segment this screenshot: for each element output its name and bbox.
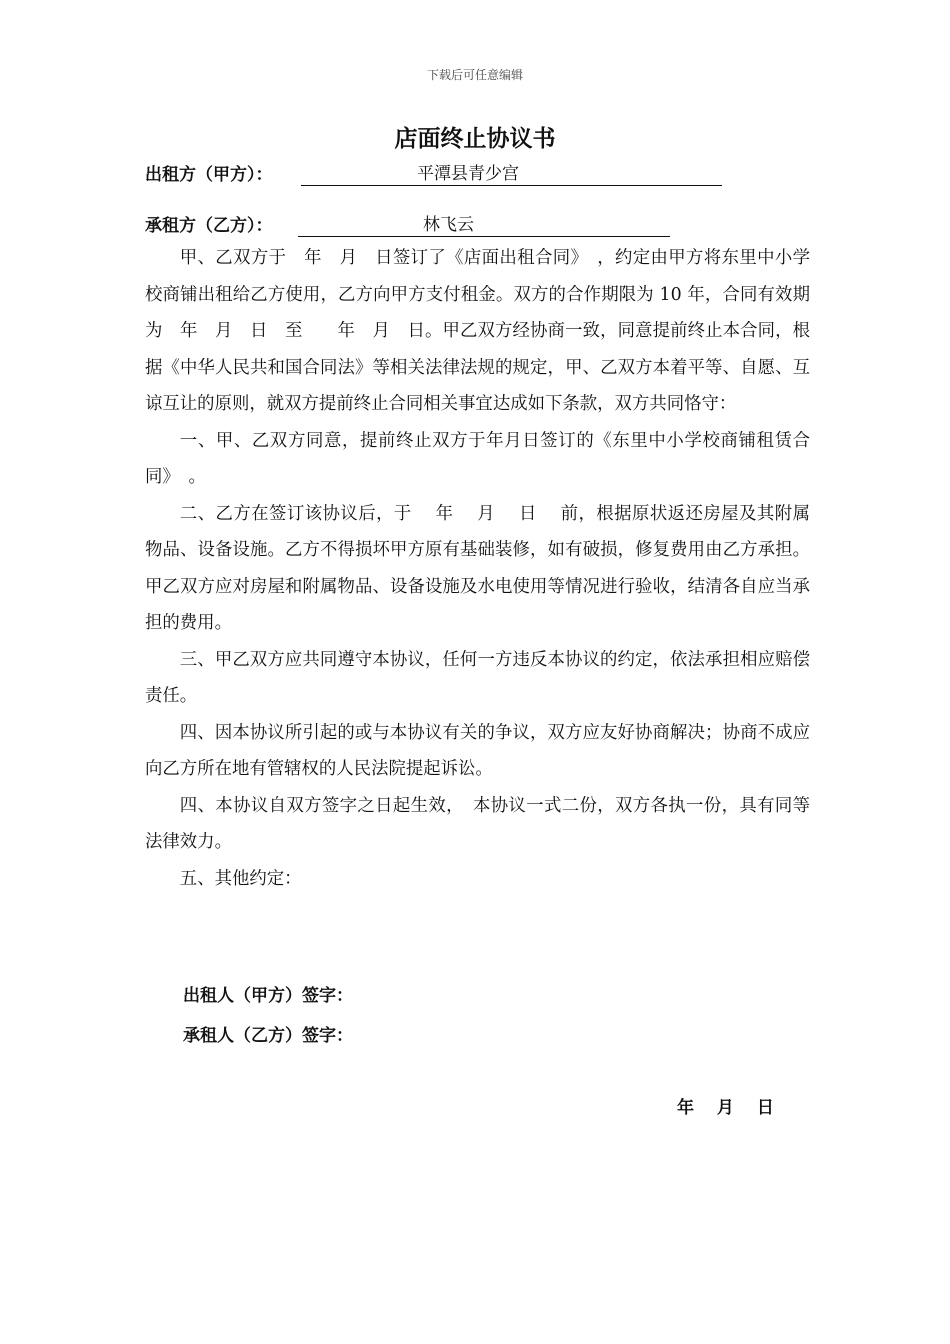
clause-4b: 四、本协议自双方签字之日起生效， 本协议一式二份，双方各执一份，具有同等法律效力。	[145, 795, 810, 852]
lessee-signature-label: 承租人（乙方）签字：	[183, 1026, 353, 1046]
clause-2: 二、乙方在签订该协议后，于 年 月 日 前，根据原状返还房屋及其附属物品、设备设施。乙方不得损坏甲方原有基础装修，如有破损，修复费用由乙方承担。甲乙双方应对房屋和附属物品、设备设施及水电使用等情况进行验收，结清各自应当承担的费用。	[145, 503, 810, 633]
date-line: 年 月 日	[677, 1098, 774, 1118]
header-note: 下载后可任意编辑	[426, 68, 523, 82]
lessee-name-field	[298, 213, 670, 237]
clause-3: 三、甲乙双方应共同遵守本协议，任何一方违反本协议的约定，依法承担相应赔偿责任。	[145, 649, 810, 706]
clause-1: 一、甲、乙双方同意，提前终止双方于年月日签订的《东里中小学校商铺租赁合同》 。	[145, 430, 810, 487]
lessor-label: 出租方（甲方）：	[145, 165, 273, 185]
clause-5: 五、其他约定：	[179, 868, 302, 889]
lessor-name-field	[301, 162, 722, 186]
lessor-line	[145, 162, 519, 188]
lessor-name: 平潭县青少宫	[417, 164, 519, 184]
intro-paragraph: 甲、乙双方于 年 月 日签订了《店面出租合同》 ，约定由甲方将东里中小学校商铺出租给乙方使用，乙方向甲方支付租金。双方的合作期限为 10 年，合同有效期为 年 月 日 至 年 月 日。甲乙双方经协商一致，同意提前终止本合同，根据《中华人民共和国合同法》等相关法律法规的规定，甲、乙双方本着平等、自愿、互谅互让的原则，就双方提前终止合同相关事宜达成如下条款，双方共同恪守：	[145, 248, 810, 414]
document-title: 店面终止协议书	[394, 126, 556, 152]
lessor-signature-label: 出租人（甲方）签字：	[183, 986, 353, 1006]
agreement-body	[145, 240, 810, 897]
clause-4: 四、因本协议所引起的或与本协议有关的争议，双方应友好协商解决；协商不成应向乙方所在地有管辖权的人民法院提起诉讼。	[145, 722, 810, 779]
lessee-name: 林飞云	[423, 215, 474, 235]
lessee-label: 承租方（乙方）：	[145, 216, 273, 236]
lessee-line	[145, 213, 474, 239]
